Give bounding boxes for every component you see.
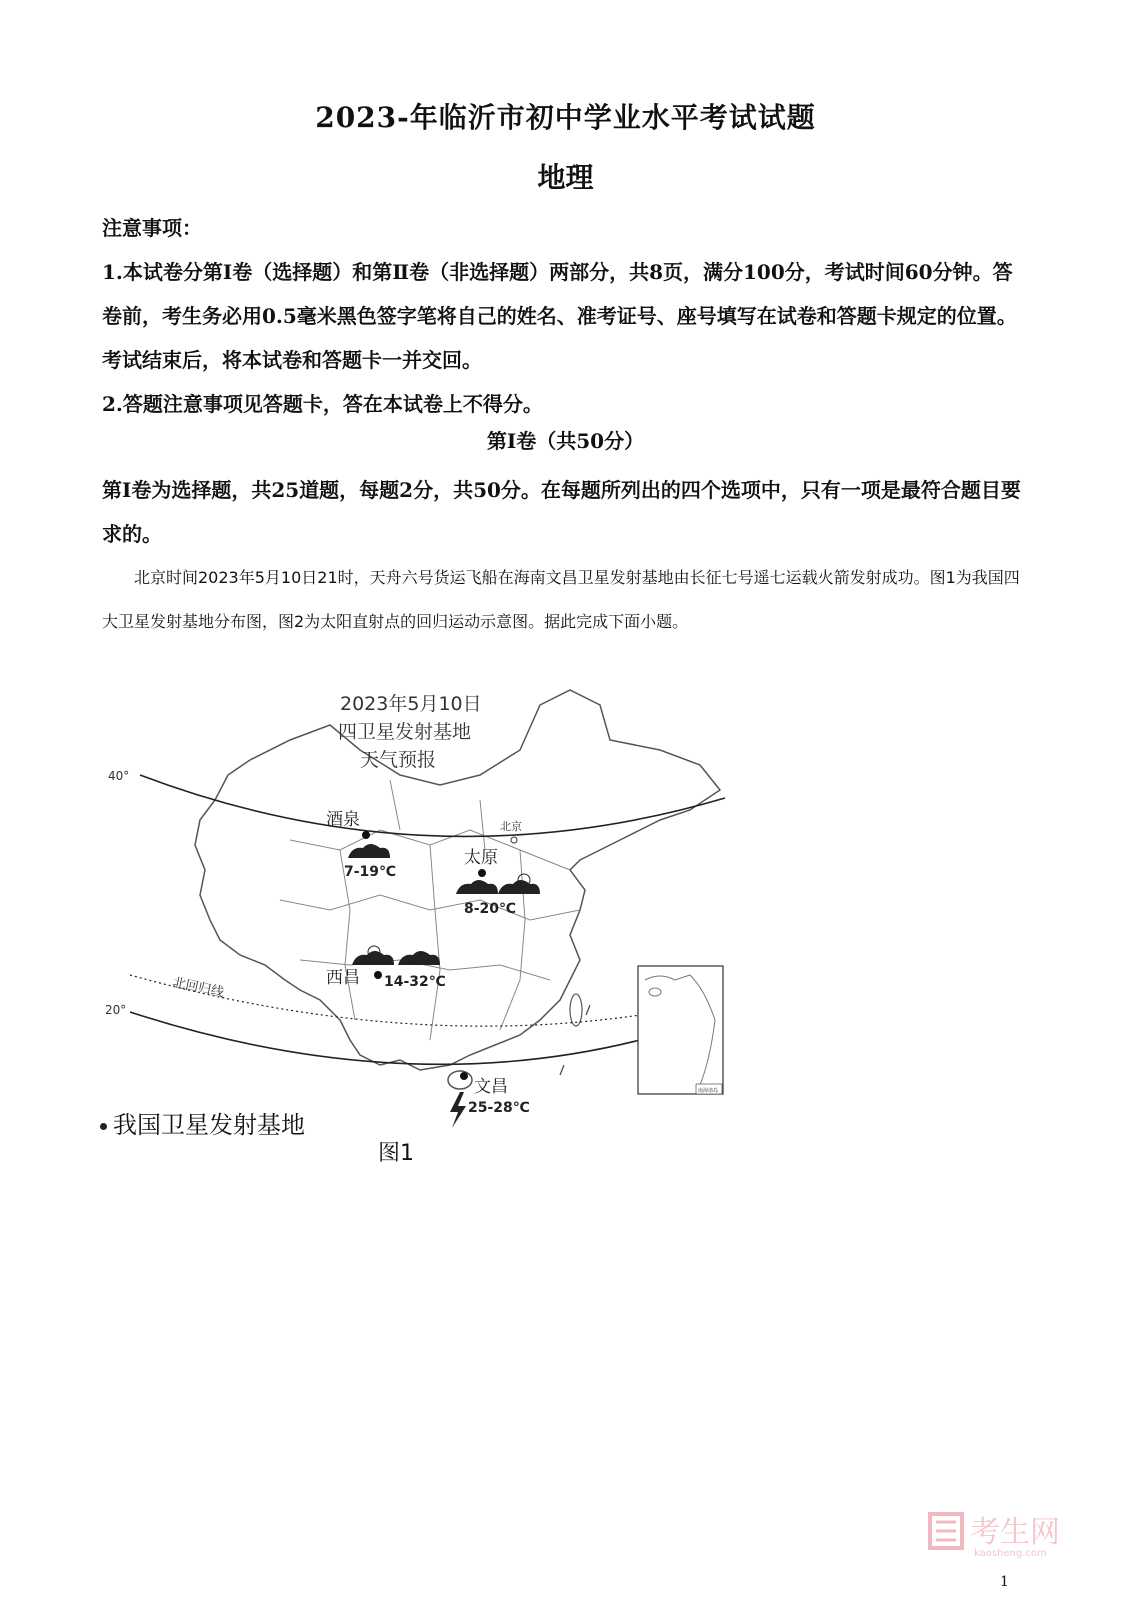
map-legend: [100, 1105, 305, 1140]
watermark-text: 考生网: [970, 1515, 1060, 1550]
watermark-logo-icon: [926, 1500, 1096, 1560]
base-jiuquan-name: 酒泉: [326, 810, 360, 830]
base-wenchang-dot: [460, 1072, 468, 1080]
lat-20-label: 20°: [105, 1003, 127, 1017]
base-taiyuan-temp: 8-20℃: [464, 901, 516, 917]
watermark-sub: kaosheng.com: [974, 1548, 1047, 1559]
base-taiyuan-name: 太原: [464, 848, 498, 868]
notice-item-1: 1.本试卷分第Ⅰ卷（选择题）和第Ⅱ卷（非选择题）两部分，共8页，满分100分，考试时间60分钟。答卷前，考生务必用0.5毫米黑色签字笔将自己的姓名、准考证号、座号填写在试卷和答题卡规定的位置。考试结束后，将本试卷和答题卡一并交回。: [102, 260, 1017, 372]
section-instruction: 第Ⅰ卷为选择题，共25道题，每题2分，共50分。在每题所列出的四个选项中，只有一项是最符合题目要求的。: [102, 478, 1021, 546]
notice-item-2: 2.答题注意事项见答题卡，答在本试卷上不得分。: [102, 392, 543, 416]
legend-text: 我国卫星发射基地: [113, 1111, 305, 1139]
base-xichang-dot: [374, 971, 382, 979]
tropic-label: 北回归线: [171, 975, 226, 1001]
section-title: 第Ⅰ卷（共50分）: [486, 429, 645, 453]
island-mark: [560, 1065, 564, 1075]
hainan-island: [448, 1071, 472, 1089]
question-passage: 北京时间2023年5月10日21时，天舟六号货运飞船在海南文昌卫星发射基地由长征七号遥七运载火箭发射成功。图1为我国四大卫星发射基地分布图，图2为太阳直射点的回归运动示意图。据此完成下面小题。: [102, 568, 1020, 631]
south-china-sea-inset: [638, 966, 723, 1094]
base-jiuquan-dot: [362, 831, 370, 839]
subject-title: 地理: [537, 161, 594, 194]
map-title-line2: 四卫星发射基地: [338, 721, 472, 743]
lightning-icon: [450, 1092, 466, 1128]
inset-label: 南海诸岛: [698, 1088, 719, 1094]
base-xichang-temp: 14-32℃: [384, 974, 446, 990]
base-xichang-name: 西昌: [326, 968, 360, 988]
page-number: 1: [1000, 1574, 1009, 1590]
map-title-line1: 2023年5月10日: [340, 693, 482, 715]
base-wenchang-temp: 25-28℃: [468, 1100, 530, 1116]
island-mark: [586, 1005, 590, 1015]
beijing-label: 北京: [500, 820, 522, 833]
legend-dot-icon: [100, 1123, 107, 1130]
figure-caption: 图1: [378, 1141, 414, 1166]
lat-40-label: 40°: [108, 769, 130, 783]
base-taiyuan-dot: [478, 869, 486, 877]
base-jiuquan-temp: 7-19℃: [344, 864, 396, 880]
taiwan-island: [570, 994, 582, 1026]
exam-title: 2023-年临沂市初中学业水平考试试题: [315, 101, 816, 134]
map-title-line3: 天气预报: [360, 749, 437, 771]
kaosheng-watermark: [926, 1500, 1096, 1560]
notice-heading: 注意事项：: [102, 216, 202, 240]
base-wenchang-name: 文昌: [474, 1077, 508, 1097]
